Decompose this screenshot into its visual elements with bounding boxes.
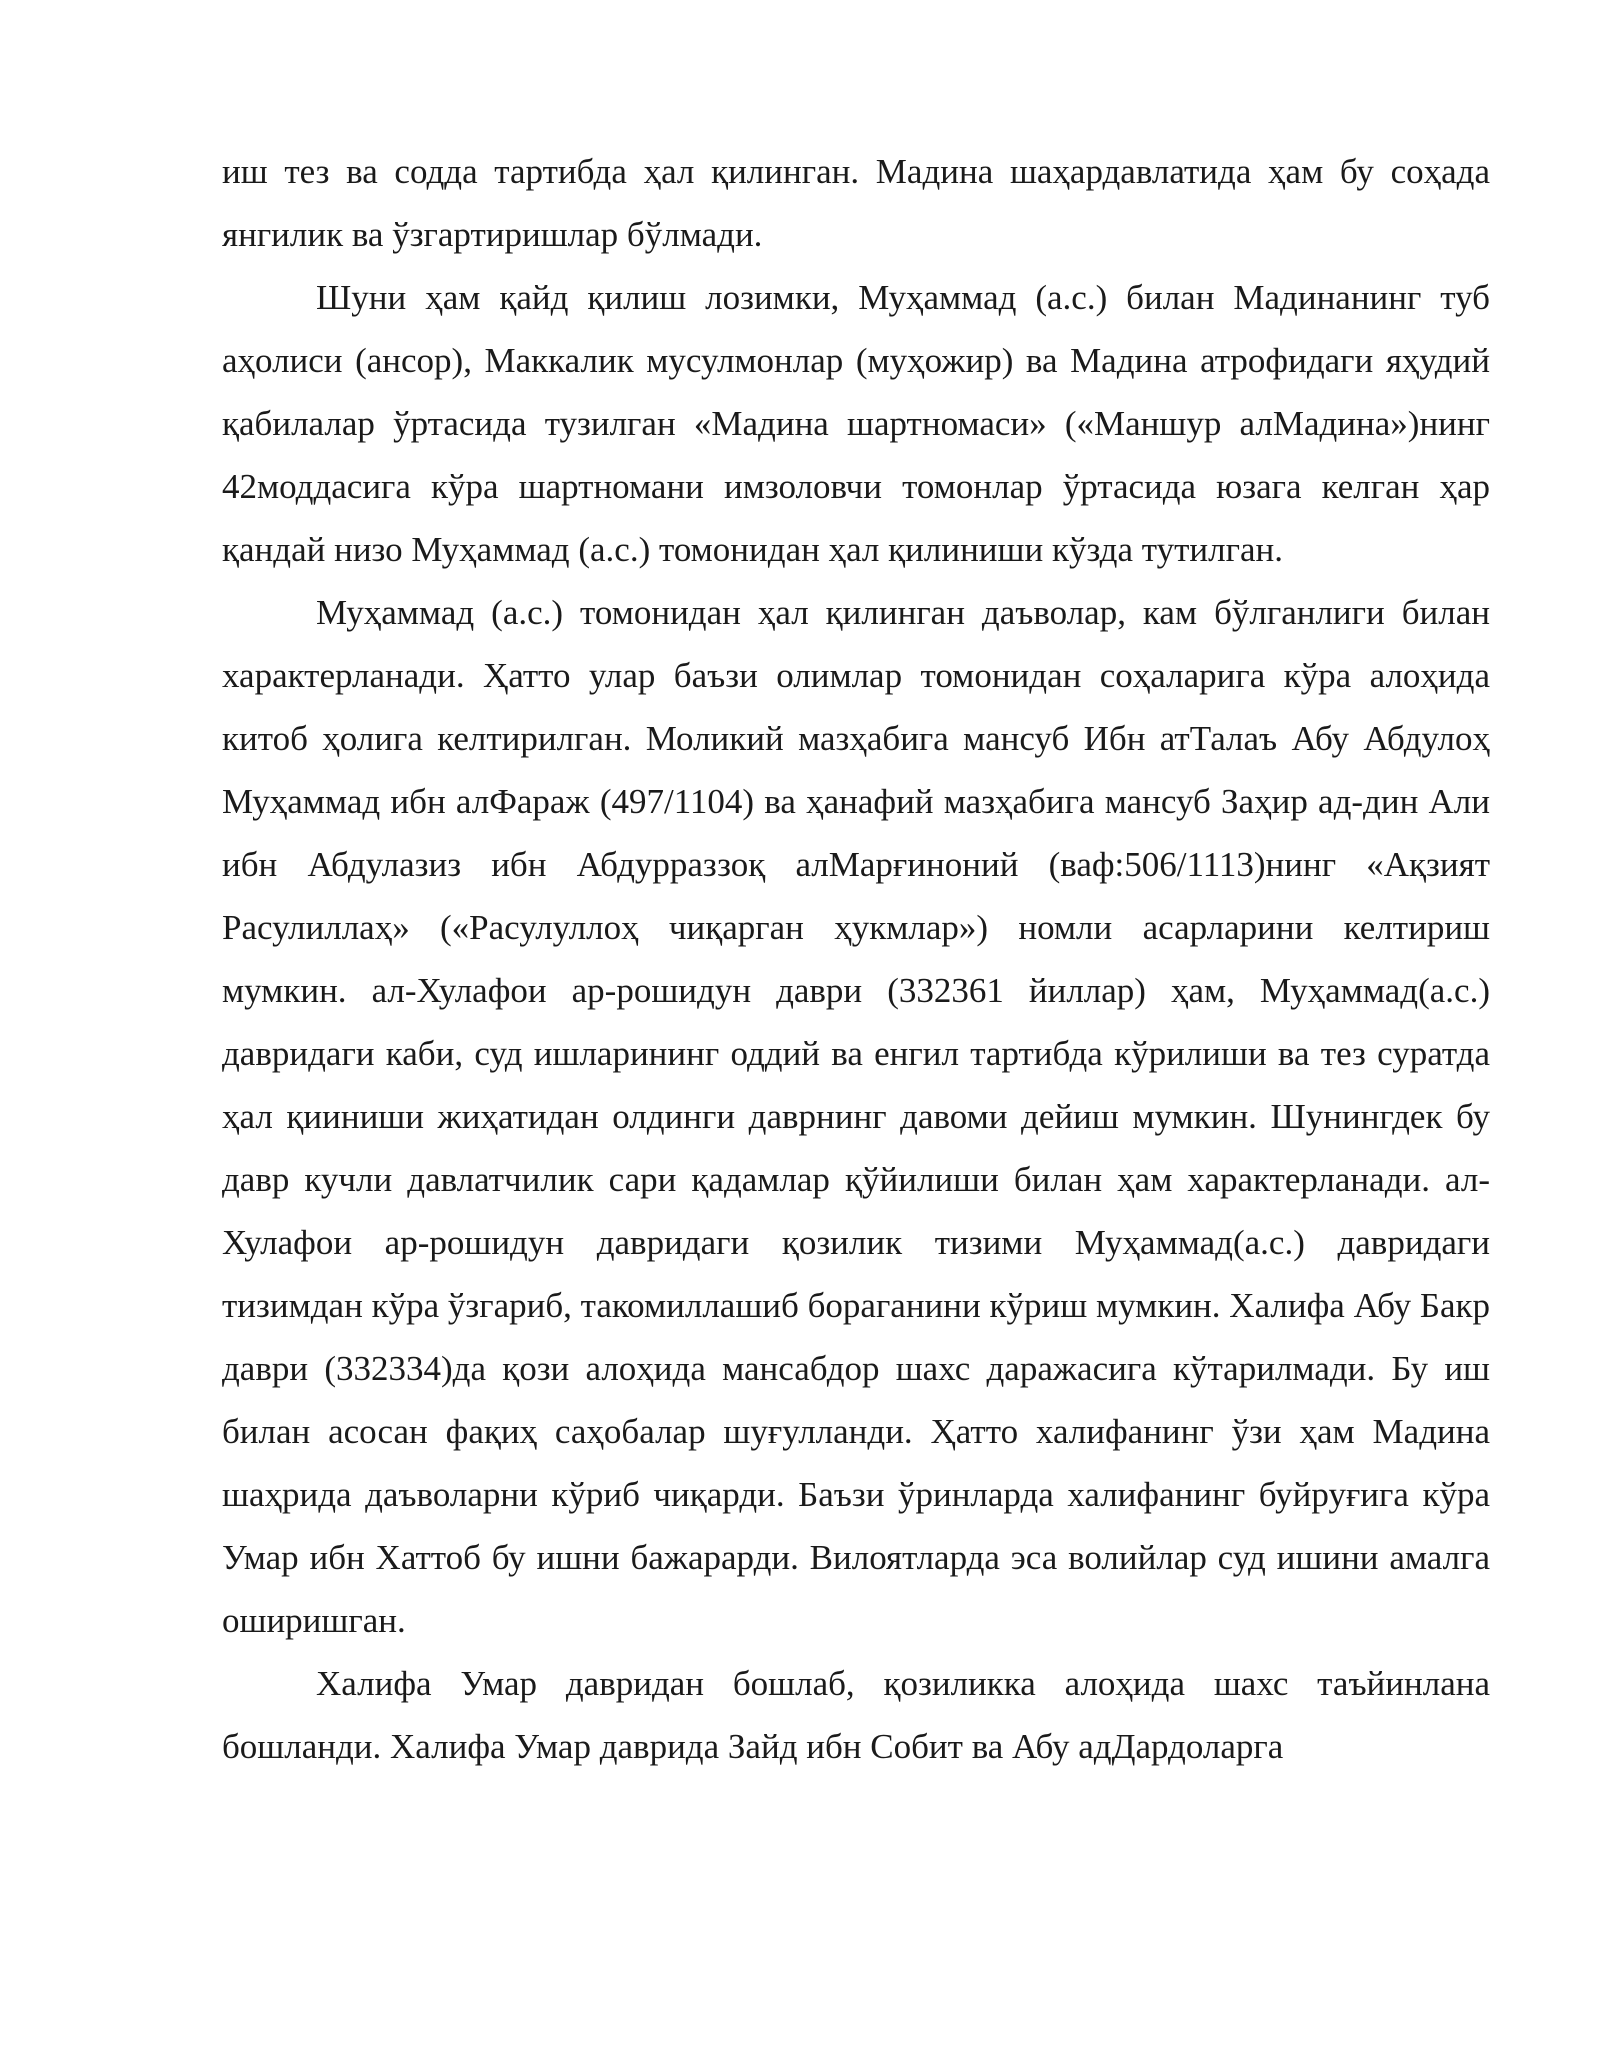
body-text (222, 140, 1490, 1778)
paragraph-continuation: иш тез ва содда тартибда ҳал қилинган. Мадина шаҳардавлатида ҳам бу соҳада янгилик ва ўзгартиришлар бўлмади. (222, 152, 1490, 254)
paragraph-caliph-umar: Халифа Умар давридан бошлаб, қозиликка алоҳида шахс таъйинлана бошланди. Халифа Умар даврида Зайд ибн Собит ва Абу адДардоларга (222, 1664, 1490, 1766)
paragraph-rashidun-courts: Муҳаммад (а.с.) томонидан ҳал қилинган даъволар, кам бўлганлиги билан характерланади. Ҳатто улар баъзи олимлар томонидан соҳаларига кўра алоҳида китоб ҳолига келтирилган. Моликий мазҳабига мансуб Ибн атТалаъ Абу Абдулоҳ Муҳаммад ибн алФараж (497/1104) ва ҳанафий мазҳабига мансуб Заҳир ад-дин Али ибн Абдулазиз ибн Абдурраззоқ алМарғиноний (ваф:506/1113)нинг «Ақзият Расулиллаҳ» («Расулуллоҳ чиқарган ҳукмлар») номли асарларини келтириш мумкин. ал-Хулафои ар-рошидун даври (332361 йиллар) ҳам, Муҳаммад(а.с.) давридаги каби, суд ишларининг оддий ва енгил тартибда кўрилиши ва тез суратда ҳал қииниши жиҳатидан олдинги даврнинг давоми дейиш мумкин. Шунингдек бу давр кучли давлатчилик сари қадамлар қўйилиши билан ҳам характерланади. ал-Хулафои ар-рошидун давридаги қозилик тизими Муҳаммад(а.с.) давридаги тизимдан кўра ўзгариб, такомиллашиб бораганини кўриш мумкин. Халифа Абу Бакр даври (332334)да қози алоҳида мансабдор шахс даражасига кўтарилмади. Бу иш билан асосан фақиҳ саҳобалар шуғулланди. Ҳатто халифанинг ўзи ҳам Мадина шаҳрида даъволарни кўриб чиқарди. Баъзи ўринларда халифанинг буйруғига кўра Умар ибн Хаттоб бу ишни бажарарди. Вилоятларда эса волийлар суд ишини амалга оширишган. (222, 593, 1490, 1640)
paragraph-madina-treaty: Шуни ҳам қайд қилиш лозимки, Муҳаммад (а.с.) билан Мадинанинг туб аҳолиси (ансор), Маккалик мусулмонлар (муҳожир) ва Мадина атрофидаги яҳудий қабилалар ўртасида тузилган «Мадина шартномаси» («Маншур алМадина»)нинг 42моддасига кўра шартномани имзоловчи томонлар ўртасида юзага келган ҳар қандай низо Муҳаммад (а.с.) томонидан ҳал қилиниши кўзда тутилган. (222, 278, 1490, 569)
